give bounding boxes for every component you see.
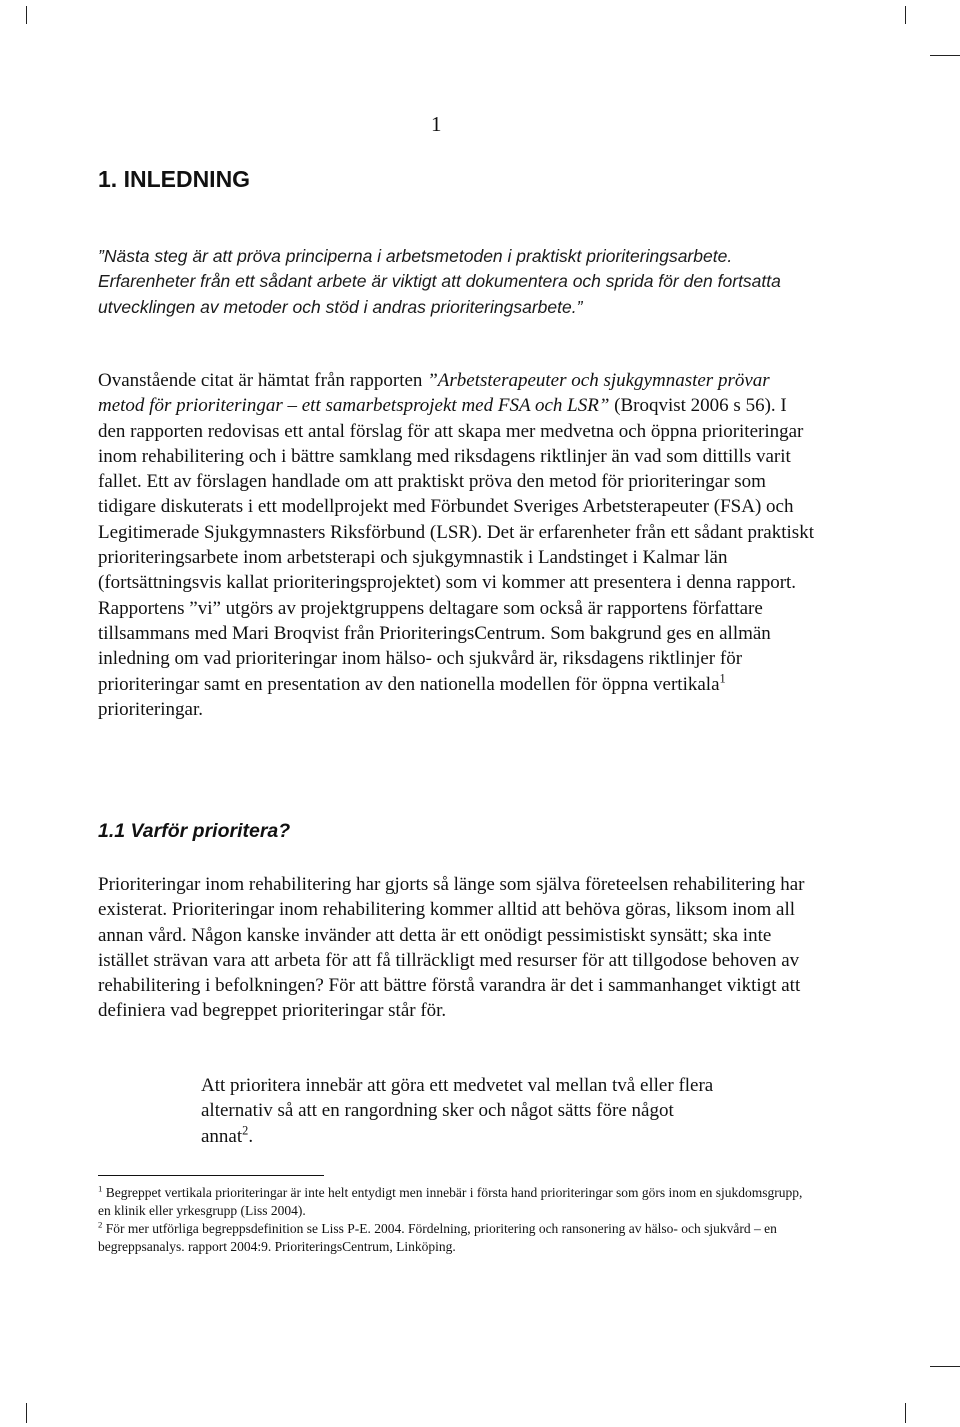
crop-mark — [26, 1403, 27, 1423]
footnote-number: 2 — [98, 1219, 103, 1230]
report-title: ”Arbetsterapeuter och sjukgymnaster prövar metod för prioriteringar – ett samarbetsprojekt med FSA och LSR” — [98, 370, 770, 417]
opening-quote: ”Nästa steg är att pröva principerna i arbetsmetoden i praktiskt prioriteringsarbete. Erfarenheter från ett sådant arbete är viktigt att dokumentera och sprida för den fortsatta utvecklingen av metoder och stöd i andras prioriteringsarbete.” — [98, 246, 781, 317]
definition-quote — [201, 1073, 721, 1149]
intro-end: prioriteringar. — [98, 698, 203, 720]
page-number: 1 — [431, 112, 442, 136]
footnotes — [98, 1184, 818, 1256]
intro-lead: Ovanstående citat är hämtat från rapporten — [98, 370, 428, 391]
crop-mark — [905, 6, 906, 24]
crop-mark — [930, 1366, 960, 1367]
footnote-1 — [98, 1184, 818, 1220]
footnote-text: Begreppet vertikala prioriteringar är inte helt entydigt men innebär i första hand prioriteringar som görs inom en sjukdomsgrupp, en klinik eller yrkesgrupp (Liss 2004). — [98, 1185, 803, 1218]
footnote-number: 1 — [98, 1183, 103, 1194]
crop-mark — [26, 6, 27, 24]
footnote-2 — [98, 1220, 818, 1256]
footnote-ref-2: 2 — [242, 1123, 249, 1138]
chapter-heading: 1. INLEDNING — [98, 166, 251, 192]
intro-body: (Broqvist 2006 s 56). I den rapporten redovisas ett antal förslag för att skapa mer medvetna och öppna prioriteringar inom rehabilitering och i bättre samklang med riksdagens riktlinjer än vad som dittills varit fallet. Ett av förslagen handlade om att praktiskt pröva den metod för prioriteringar som tidigare diskuterats i ett modellprojekt med Förbundet Sveriges Arbetsterapeuter (FSA) och Legitimerade Sjukgymnasters Riksförbund (LSR). Det är erfarenheter från ett sådant praktiskt prioriteringsarbete inom arbetsterapi och sjukgymnastik i Landstinget i Kalmar län (fortsättningsvis kallat prioriteringsprojektet) som vi kommer att presentera i denna rapport. Rapportens ”vi” utgörs av projektgruppens deltagare som också är rapportens författare tillsammans med Mari Broqvist från PrioriteringsCentrum. Som bakgrund ges en allmän inledning om vad prioriteringar inom hälso- och sjukvård är, riksdagens riktlinjer för prioriteringar samt en presentation av den nationella modellen för öppna vertikala — [98, 395, 814, 695]
footnote-text: För mer utförliga begreppsdefinition se Liss P-E. 2004. Fördelning, prioritering och ransonering av hälso- och sjukvård – en begreppsanalys. rapport 2004:9. PrioriteringsCentrum, Linköping. — [98, 1221, 777, 1254]
crop-mark — [905, 1403, 906, 1423]
section-heading: 1.1 Varför prioritera? — [98, 820, 291, 842]
intro-paragraph — [98, 368, 818, 722]
definition-text: Att prioritera innebär att göra ett medvetet val mellan två eller flera alternativ så att en rangordning sker och något sätts före något annat — [201, 1075, 714, 1147]
footnote-divider — [98, 1175, 324, 1176]
section-paragraph: Prioriteringar inom rehabilitering har gjorts så länge som själva företeelsen rehabilitering har existerat. Prioriteringar inom rehabilitering kommer alltid att behöva göras, liksom inom all annan vård. Någon kanske invänder att detta är ett onödigt pessimistiskt synsätt; ska inte istället strävan vara att arbeta för att få tillräckligt med resurser för att tillgodose behoven av rehabilitering i befolkningen? För att bättre förstå varandra är det i sammanhanget viktigt att definiera vad begreppet prioriteringar står för. — [98, 874, 805, 1022]
crop-mark — [930, 55, 960, 56]
definition-end: . — [248, 1125, 254, 1147]
footnote-ref-1: 1 — [719, 671, 726, 686]
